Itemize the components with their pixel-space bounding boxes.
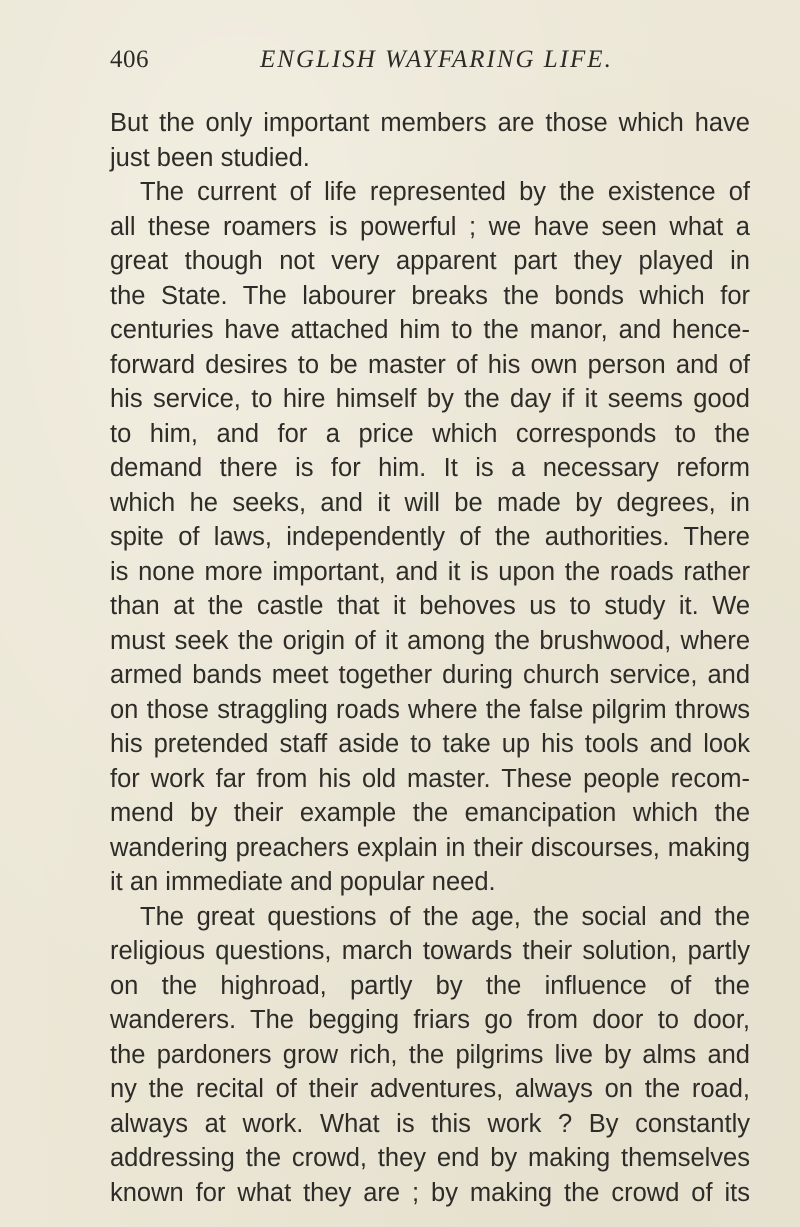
text-line: armed bands meet together during church service, and xyxy=(110,661,750,689)
text-line: must seek the origin of it among the brushwood, where xyxy=(110,626,750,655)
text-line: his pretended staff aside to take up his tools and look xyxy=(110,730,750,758)
text-line: demand there is for him. It is a necessary reform xyxy=(110,454,750,482)
text-line: his service, to hire himself by the day if it seems good xyxy=(110,385,750,413)
text-line: which he seeks, and it will be made by degrees, in xyxy=(110,488,750,517)
text-line: known for what they are ; by making the crowd of its xyxy=(110,1178,750,1207)
text-line: on those straggling roads where the false pilgrim throws xyxy=(110,695,750,724)
text-line: forward desires to be master of his own person and of xyxy=(110,350,750,379)
text-line: great though not very apparent part they played in xyxy=(110,247,750,275)
text-line: on the highroad, partly by the influence of the xyxy=(110,971,750,1000)
running-head xyxy=(110,46,750,86)
running-title: ENGLISH WAYFARING LIFE. xyxy=(260,46,613,73)
text-line: mend by their example the emancipation which the xyxy=(110,799,750,827)
text-line: The great questions of the age, the social and the xyxy=(140,902,750,931)
text-line: wandering preachers explain in their discourses, making xyxy=(110,833,750,862)
text-line: spite of laws, independently of the authorities. There xyxy=(110,523,750,551)
text-line: is none more important, and it is upon the roads rather xyxy=(110,557,750,586)
text-line: all these roamers is powerful ; we have seen what a xyxy=(110,212,750,241)
text-line: wanderers. The begging friars go from door to door, xyxy=(110,1006,750,1034)
text-line: than at the castle that it behoves us to study it. We xyxy=(110,592,750,620)
text-line: it an immediate and popular need. xyxy=(110,868,496,896)
text-line: centuries have attached him to the manor, and hence- xyxy=(110,316,750,344)
text-line: religious questions, march towards their solution, partly xyxy=(110,937,750,965)
text-line: for work far from his old master. These people recom- xyxy=(110,764,750,793)
page-number: 406 xyxy=(110,46,149,73)
text-line: the State. The labourer breaks the bonds which for xyxy=(110,281,750,310)
text-line: But the only important members are those which have xyxy=(110,109,750,137)
body-text xyxy=(110,106,750,1210)
text-line: just been studied. xyxy=(110,143,310,172)
text-line: ny the recital of their adventures, always on the road, xyxy=(110,1075,750,1103)
text-line: always at work. What is this work ? By constantly xyxy=(110,1109,750,1138)
text-line: The current of life represented by the existence of xyxy=(140,178,750,206)
text-line: to him, and for a price which corresponds to the xyxy=(110,419,750,448)
text-line: addressing the crowd, they end by making themselves xyxy=(110,1144,750,1172)
text-line: the pardoners grow rich, the pilgrims live by alms and xyxy=(110,1040,750,1069)
